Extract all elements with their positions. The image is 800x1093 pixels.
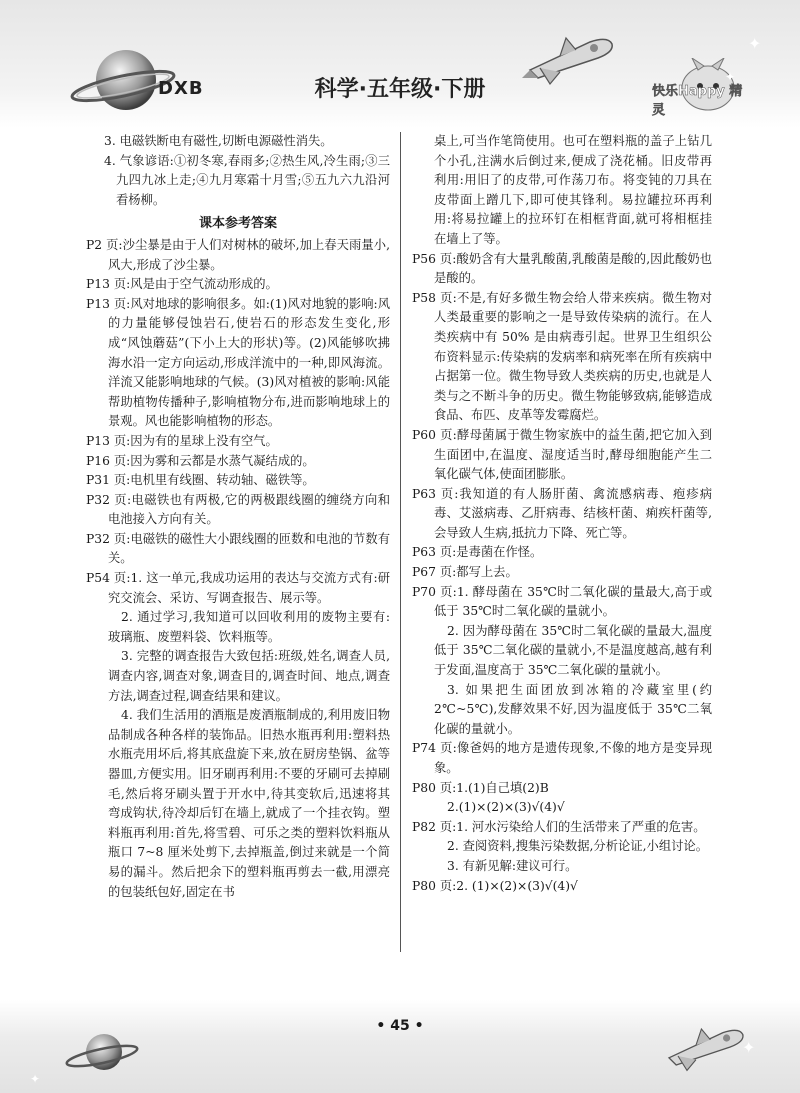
continued-text: 桌上,可当作笔筒使用。也可在塑料瓶的盖子上钻几个小孔,注满水后倒过来,便成了浇花桶。旧皮带再利用:用旧了的皮带,可作荡刀布。将变钝的刀具在皮带面上蹭几下,即可使其锋利。易拉罐拉环再利用:将易拉罐上的拉环钉在相框背面,就可将相框挂在墙上了等。 [434, 134, 712, 246]
left-column [86, 132, 390, 902]
sub-answer-item: 2. 查阅资料,搜集污染数据,分析论证,小组讨论。 [447, 839, 709, 854]
list-item: 3. 电磁铁断电有磁性,切断电源磁性消失。 [104, 134, 333, 148]
right-column [412, 132, 712, 896]
answer-item: P32 页:电磁铁也有两极,它的两极跟线圈的缠绕方向和电池接入方向有关。 [86, 492, 390, 527]
answer-item: P32 页:电磁铁的磁性大小跟线圈的匝数和电池的节数有关。 [86, 531, 390, 566]
star-decoration-icon: ✦ [742, 1038, 756, 1057]
star-decoration-icon: ✦ [30, 1072, 41, 1086]
page-header-title: 科学·五年级·下册 [314, 77, 486, 102]
brand-logo: DXB [158, 78, 204, 99]
sub-answer-item: 2. 通过学习,我知道可以回收利用的废物主要有:玻璃瓶、废塑料袋、饮料瓶等。 [108, 610, 390, 644]
sub-answer-item: 3. 如果把生面团放到冰箱的冷藏室里(约 2℃~5℃),发酵效果不好,因为温度低于 35℃二氧化碳的量就小。 [434, 682, 712, 736]
answer-item: P82 页:1. 河水污染给人们的生活带来了严重的危害。 [412, 819, 706, 834]
rocket-icon [520, 28, 620, 88]
answer-item: P67 页:都写上去。 [412, 565, 518, 580]
mascot-logo [648, 58, 748, 118]
sub-answer-item: 2.(1)×(2)×(3)√(4)√ [447, 800, 565, 815]
answer-item: P31 页:电机里有线圈、转动轴、磁铁等。 [86, 473, 315, 488]
mascot-label: 快乐Happy 精灵 [652, 84, 743, 118]
answer-item: P74 页:像爸妈的地方是遗传现象,不像的地方是变异现象。 [412, 741, 712, 775]
answer-item: P70 页:1. 酵母菌在 35℃时二氧化碳的量最大,高于或低于 35℃时二氧化碳的量就小。 [412, 584, 712, 619]
answer-item: P63 页:我知道的有人肠肝菌、禽流感病毒、疱疹病毒、艾滋病毒、乙肝病毒、结核杆菌、痢疾杆菌等,会导致人生病,抵抗力下降、死亡等。 [412, 486, 712, 540]
answer-item: P60 页:酵母菌属于微生物家族中的益生菌,把它加入到生面团中,在温度、湿度适当时,酵母细胞能产生二氧化碳气体,使面团膨胀。 [412, 427, 712, 482]
sub-answer-item: 3. 有新见解:建议可行。 [447, 858, 578, 873]
answer-item: P54 页:1. 这一单元,我成功运用的表达与交流方式有:研究交流会、采访、写调查报告、展示等。 [86, 571, 390, 605]
sub-answer-item: 4. 我们生活用的酒瓶是废酒瓶制成的,利用废旧物品制成各种各样的装饰品。旧热水瓶再利用:塑料热水瓶壳用坏后,将其底盘旋下来,放在厨房垫锅、盆等器皿,方便实用。旧牙刷再利用:不要的牙刷可去掉刷毛,然后将牙刷头置于开水中,待其变软后,迅速将其弯成钩状,待冷却后钉在墙上,就成了一个挂衣钩。塑料瓶再利用:首先,将雪碧、可乐之类的塑料饮料瓶从瓶口 7~8 厘米处剪下,去掉瓶盖,倒过来就是一个简易的漏斗。然后把余下的塑料瓶再剪去一截,用漂亮的包装纸包好,固定在书 [108, 708, 390, 899]
answer-item: P63 页:是毒菌在作怪。 [412, 545, 543, 560]
answer-item: P56 页:酸奶含有大量乳酸菌,乳酸菌是酸的,因此酸奶也是酸的。 [412, 251, 712, 286]
list-item: 4. 气象谚语:①初冬寒,春雨多;②热生风,冷生雨;③三九四九冰上走;④九月寒霜十月雪;⑤五九六九沿河看杨柳。 [104, 153, 390, 207]
page-number: • 45 • [376, 1018, 424, 1034]
star-decoration-icon: ✦ [748, 34, 762, 53]
rocket-icon [660, 1020, 750, 1074]
answer-item: P58 页:不是,有好多微生物会给人带来疾病。微生物对人类最重要的影响之一是导致传染病的流行。在人类疾病中有 50% 是由病毒引起。世界卫生组织公布资料显示:传染病的发病率和病死率在所有疾病中占据第一位。微生物导致人类疾病的历史,也就是人类与之不断斗争的历史。微生物能够致病,能够造成食品、布匹、皮革等发霉腐烂。 [412, 290, 712, 423]
star-decoration-icon: ✦ [725, 70, 736, 84]
answer-item: P13 页:风是由于空气流动形成的。 [86, 277, 278, 292]
sub-answer-item: 2. 因为酵母菌在 35℃时二氧化碳的量最大,温度低于 35℃二氧化碳的量就小,不是温度越高,越有利于发面,温度高于 35℃二氧化碳的量就小。 [434, 623, 712, 678]
column-divider [400, 132, 401, 952]
answer-item: P13 页:风对地球的影响很多。如:(1)风对地貌的影响:风的力量能够侵蚀岩石,使岩石的形态发生变化,形成“风蚀蘑菇”(下小上大的形状)等。(2)风能够吹拂海水沿一定方向运动,形成洋流中的一种,即风海流。洋流又能影响地球的气候。(3)风对植被的影响:风能帮助植物传播种子,影响植物分布,进而影响地球上的景观。风也能影响植物的形态。 [86, 296, 390, 429]
section-title: 课本参考答案 [198, 216, 277, 232]
sub-answer-item: 3. 完整的调查报告大致包括:班级,姓名,调查人员,调查内容,调查对象,调查目的,调查时间、地点,调查方法,调查过程,调查结果和建议。 [108, 649, 390, 703]
answer-item: P13 页:因为有的星球上没有空气。 [86, 433, 278, 448]
answer-item: P16 页:因为雾和云都是水蒸气凝结成的。 [86, 453, 315, 468]
answer-item: P80 页:1.(1)自己填(2)B [412, 780, 549, 795]
answer-item: P2 页:沙尘暴是由于人们对树林的破坏,加上春天雨量小,风大,形成了沙尘暴。 [86, 237, 390, 272]
answer-item: P80 页:2. (1)×(2)×(3)√(4)√ [412, 878, 578, 893]
